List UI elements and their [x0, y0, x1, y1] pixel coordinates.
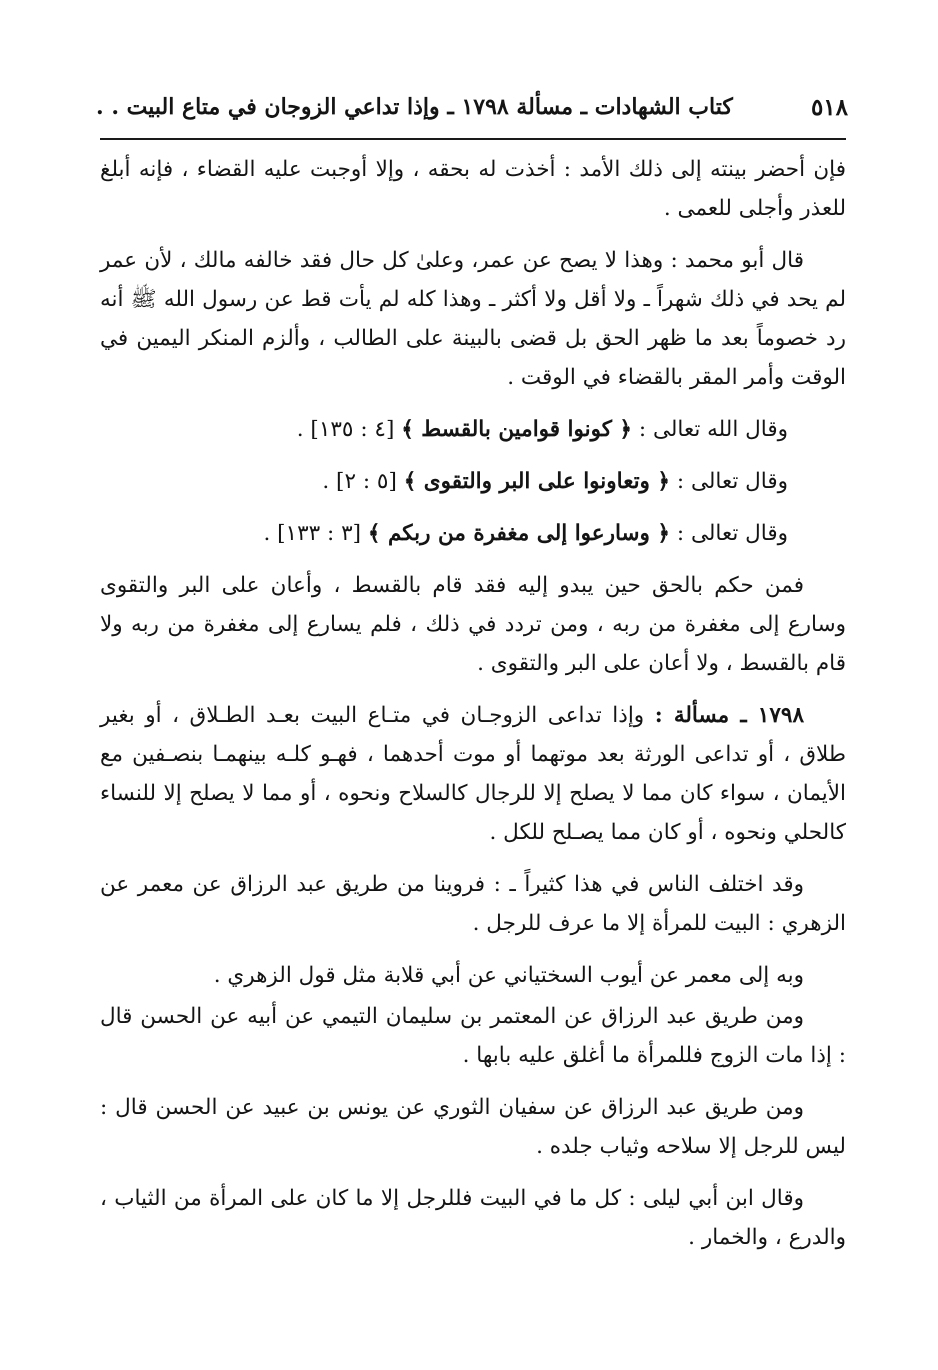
verse-intro: وقال تعالى :	[670, 521, 788, 546]
verse-reference: [٤ : ١٣٥] .	[296, 417, 402, 442]
header-rule	[100, 138, 846, 140]
page-header	[96, 92, 848, 136]
verse-line	[100, 514, 788, 553]
verse-reference: [٥ : ٢] .	[322, 469, 404, 494]
verse-reference: [٣ : ١٣٣] .	[263, 521, 368, 546]
verse-quote: ﴿ وتعاونوا على البر والتقوى ﴾	[403, 469, 671, 494]
paragraph-continuation: فإن أحضر بينته إلى ذلك الأمد : أخذت له بحقه ، وإلا أوجبت عليه القضاء ، فإنه أبلغ للعذر وأجلى للعمى .	[100, 157, 846, 221]
paragraph-hasan-2: ومن طريق عبد الرزاق عن سفيان الثوري عن يونس بن عبيد عن الحسن قال : ليس للرجل إلا سلاحه وثياب جلده .	[100, 1095, 846, 1159]
verse-intro: وقال تعالى :	[670, 469, 788, 494]
paragraph-judgement: فمن حكم بالحق حين يبدو إليه فقد قام بالقسط ، وأعان على البر والتقوى وسارع إلى مغفرة من ربه ، ومن تردد في ذلك ، فلم يسارع إلى مغفرة من ربه ولا قام بالقسط ، ولا أعان على البر والتقوى .	[100, 573, 846, 676]
verse-line	[100, 462, 788, 501]
masala-text: وإذا تداعى الزوجـان في متـاع البيت بعـد الطـلاق ، أو بغير طلاق ، أو تداعى الورثة بعد موتهما أو موت أحدهما ، فهـو كلـه بينهمـا بنصـفين مع الأيمان ، سواء كان مما لا يصلح إلا للرجال كالسلاح ونحوه ، أو مما لا يصلح إلا للنساء كالحلي ونحوه ، أو كان مما يصـلح للكل .	[100, 703, 846, 845]
paragraph-abu-muhammad: قال أبو محمد : وهذا لا يصح عن عمر، وعلىٰ كل حال فقد خالفه مالك ، لأن عمر لم يحد في ذلك شهراً ـ ولا أقل ولا أكثر ـ وهذا كله لم يأت قط عن رسول الله ﷺ أنه رد خصوماً بعد ما ظهر الحق بل قضى بالبينة على الطالب ، وألزم المنكر اليمين في الوقت وأمر المقر بالقضاء في الوقت .	[100, 248, 846, 390]
verse-quote: ﴿ وسارعوا إلى مغفرة من ربكم ﴾	[367, 521, 671, 546]
verse-quote: ﴿ كونوا قوامين بالقسط ﴾	[401, 417, 633, 442]
paragraph-ayyub: وبه إلى معمر عن أيوب السختياني عن أبي قلابة مثل قول الزهري .	[213, 963, 804, 988]
paragraph-ibn-abi-layla: وقال ابن أبي ليلى : كل ما في البيت فللرجل إلا ما كان على المرأة من الثياب ، والدرع ، والخمار .	[100, 1186, 846, 1250]
masala-heading: ١٧٩٨ ـ مسألة :	[654, 703, 804, 728]
verse-intro: وقال الله تعالى :	[632, 417, 788, 442]
verse-line	[100, 410, 788, 449]
page-body	[100, 150, 846, 1270]
running-head: كتاب الشهادات ـ مسألة ١٧٩٨ ـ وإذا تداعي الزوجان في متاع البيت . .	[96, 94, 733, 120]
paragraph-masala-1798	[100, 696, 846, 852]
page-number: ٥١٨	[810, 94, 848, 121]
quran-verses	[100, 410, 846, 553]
paragraph-disagreement: وقد اختلف الناس في هذا كثيراً ـ : فروينا من طريق عبد الرزاق عن معمر عن الزهري : البيت للمرأة إلا ما عرف للرجل .	[100, 872, 846, 936]
paragraph-hasan-1: ومن طريق عبد الرزاق عن المعتمر بن سليمان التيمي عن أبيه عن الحسن قال : إذا مات الزوج فللمرأة ما أغلق عليه بابها .	[100, 1004, 846, 1068]
